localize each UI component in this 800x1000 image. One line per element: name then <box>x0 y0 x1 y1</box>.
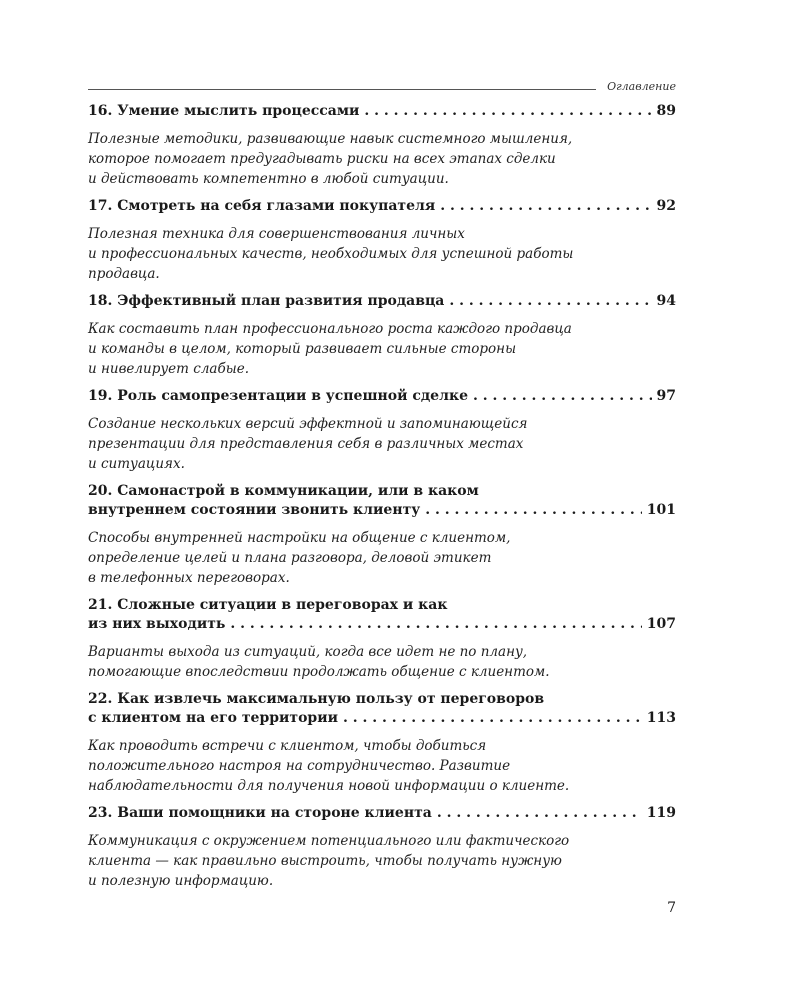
toc-entry-title-line: 20. Самонастрой в коммуникации, или в каком <box>88 483 479 499</box>
leader-dots <box>364 102 651 121</box>
toc-entry-description <box>88 642 676 682</box>
toc-entry-title-line: 18. Эффективный план развития продавца <box>88 293 445 309</box>
toc-entry-description-line: и нивелирует слабые. <box>88 361 249 377</box>
toc-entry-title-row <box>88 615 676 634</box>
toc-entry-title-line: внутреннем состоянии звонить клиенту <box>88 502 421 518</box>
toc-entry-description-line: клиента — как правильно выстроить, чтобы получать нужную <box>88 853 562 869</box>
toc-entry-description <box>88 736 676 796</box>
toc-entry <box>88 804 676 891</box>
toc-entry <box>88 197 676 284</box>
toc-entry-title-line: 16. Умение мыслить процессами <box>88 103 360 119</box>
toc-entry-description-line: Полезные методики, развивающие навык системного мышления, <box>88 131 573 147</box>
toc-entry <box>88 690 676 796</box>
toc-entry-title-line: с клиентом на его территории <box>88 710 338 726</box>
toc-entry-description-line: и действовать компетентно в любой ситуации. <box>88 171 449 187</box>
running-header <box>88 74 676 94</box>
toc-entry <box>88 102 676 189</box>
toc-entry-title-row <box>88 709 676 728</box>
toc-entry-description-line: Способы внутренней настройки на общение с клиентом, <box>88 530 511 546</box>
leader-dots <box>440 197 651 216</box>
toc-entry-page-number: 113 <box>646 710 676 726</box>
toc-entry-description-line: и полезную информацию. <box>88 873 274 889</box>
toc-entry-page-number: 94 <box>656 293 676 309</box>
toc-entry-heading[interactable] <box>88 387 676 406</box>
toc-entry-title-line: 23. Ваши помощники на стороне клиента <box>88 805 432 821</box>
toc-entry-heading[interactable] <box>88 482 676 520</box>
toc-entry-description-line: Полезная техника для совершенствования личных <box>88 226 465 242</box>
toc-entry-description-line: Как составить план профессионального роста каждого продавца <box>88 321 572 337</box>
toc-entry-description-line: Как проводить встречи с клиентом, чтобы добиться <box>88 738 487 754</box>
toc-entries <box>88 102 676 891</box>
leader-dots <box>343 709 642 728</box>
toc-entry-description-line: Создание нескольких версий эффектной и запоминающейся <box>88 416 528 432</box>
toc-entry-heading[interactable] <box>88 596 676 634</box>
toc-entry-heading[interactable] <box>88 197 676 216</box>
toc-entry-title-row <box>88 197 676 216</box>
toc-entry-title-row <box>88 292 676 311</box>
toc-entry-description-line: и ситуациях. <box>88 456 185 472</box>
toc-entry-description-line: и профессиональных качеств, необходимых для успешной работы <box>88 246 574 262</box>
toc-entry-heading[interactable] <box>88 292 676 311</box>
toc-entry-page-number: 119 <box>646 805 676 821</box>
toc-entry-title-line: 22. Как извлечь максимальную пользу от переговоров <box>88 691 545 707</box>
page-number: 7 <box>667 900 676 916</box>
toc-entry-description-line: определение целей и плана разговора, деловой этикет <box>88 550 492 566</box>
toc-entry-description-line: презентации для представления себя в различных местах <box>88 436 524 452</box>
toc-entry <box>88 596 676 682</box>
toc-entry <box>88 292 676 379</box>
toc-entry-description-line: Варианты выхода из ситуаций, когда все идет не по плану, <box>88 644 528 660</box>
toc-entry-page-number: 97 <box>656 388 676 404</box>
toc-entry-page-number: 101 <box>646 502 676 518</box>
toc-entry <box>88 387 676 474</box>
leader-dots <box>425 501 642 520</box>
toc-entry-heading[interactable] <box>88 690 676 728</box>
toc-entry-title-row <box>88 804 676 823</box>
toc-entry <box>88 482 676 588</box>
table-of-contents-page <box>88 74 676 891</box>
toc-entry-title-line: 21. Сложные ситуации в переговорах и как <box>88 597 448 613</box>
toc-entry-description-line: помогающие впоследствии продолжать общение с клиентом. <box>88 664 550 680</box>
toc-entry-title-line: 19. Роль самопрезентации в успешной сделке <box>88 388 468 404</box>
toc-entry-description-line: положительного настроя на сотрудничество. Развитие <box>88 758 511 774</box>
leader-dots <box>449 292 651 311</box>
section-title: Оглавление <box>607 80 676 93</box>
toc-entry-description <box>88 414 676 474</box>
toc-entry-description <box>88 224 676 284</box>
toc-entry-title-row <box>88 501 676 520</box>
toc-entry-title-line: 17. Смотреть на себя глазами покупателя <box>88 198 436 214</box>
leader-dots <box>230 615 641 634</box>
toc-entry-description <box>88 319 676 379</box>
toc-entry-description-line: которое помогает предугадывать риски на всех этапах сделки <box>88 151 556 167</box>
toc-entry-description <box>88 129 676 189</box>
toc-entry-description-line: в телефонных переговорах. <box>88 570 290 586</box>
toc-entry-description-line: наблюдательности для получения новой информации о клиенте. <box>88 778 570 794</box>
toc-entry-title-line: из них выходить <box>88 616 226 632</box>
toc-entry-title-row <box>88 102 676 121</box>
toc-entry-title-row <box>88 387 676 406</box>
toc-entry-page-number: 92 <box>656 198 676 214</box>
toc-entry-heading[interactable] <box>88 804 676 823</box>
toc-entry-description-line: Коммуникация с окружением потенциального или фактического <box>88 833 570 849</box>
leader-dots <box>437 804 642 823</box>
header-rule <box>88 89 596 90</box>
toc-entry-page-number: 89 <box>656 103 676 119</box>
leader-dots <box>473 387 652 406</box>
toc-entry-description-line: продавца. <box>88 266 160 282</box>
toc-entry-page-number: 107 <box>646 616 676 632</box>
toc-entry-heading[interactable] <box>88 102 676 121</box>
toc-entry-description-line: и команды в целом, который развивает сильные стороны <box>88 341 517 357</box>
toc-entry-description <box>88 528 676 588</box>
toc-entry-description <box>88 831 676 891</box>
